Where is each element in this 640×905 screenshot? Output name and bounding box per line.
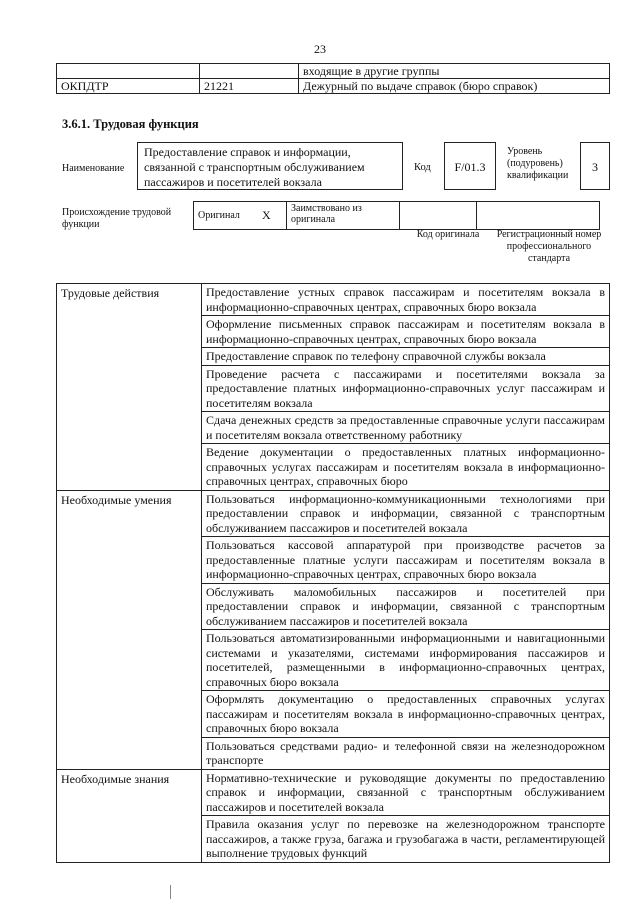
table-row	[57, 79, 610, 94]
table-row	[194, 202, 600, 230]
list-item: Пользоваться информационно-коммуникационными технологиями при предоставлении справок и информации, связанной с транспортным обслуживанием пассажиров и посетителей вокзала	[202, 490, 610, 537]
section-heading-skills: Необходимые умения	[57, 490, 202, 769]
origin-code-caption: Код оригинала	[416, 229, 480, 240]
list-item: Пользоваться кассовой аппаратурой при производстве расчетов за предоставленные платные услуги пассажирам и посетителям вокзала в информационно-справочных центрах, справочных бюро вокзала	[202, 537, 610, 584]
table-row	[57, 284, 610, 316]
list-item: Нормативно-технические и руководящие документы по предоставлению справок и информации, связанной с транспортным обслуживанием пассажиров и посетителей вокзала	[202, 769, 610, 816]
list-item: Пользоваться средствами радио- и телефонной связи на железнодорожном транспорте	[202, 737, 610, 769]
list-item: Обслуживать маломобильных пассажиров и посетителей при предоставлении справок и информации, связанной с транспортным обслуживанием пассажиров и посетителей вокзала	[202, 583, 610, 630]
list-item: Оформлять документацию о предоставленных справочных услугах пассажирам и посетителям вокзала в информационно-справочных центрах, справочных бюро вокзала	[202, 691, 610, 738]
level-label: Уровень (подуровень) квалификации	[507, 146, 569, 181]
origin-table	[193, 201, 600, 230]
origin-label: Происхождение трудовой функции	[62, 207, 172, 230]
list-item: Предоставление справок по телефону справочной службы вокзала	[202, 348, 610, 366]
section-heading-actions: Трудовые действия	[57, 284, 202, 491]
okpd-cell	[57, 64, 200, 79]
labor-function-table	[56, 283, 610, 863]
origin-reg-caption: Регистрационный номер профессионального стандарта	[496, 229, 602, 264]
code-label: Код	[414, 162, 431, 173]
section-title: 3.6.1. Трудовая функция	[62, 117, 199, 131]
function-name-value: Предоставление справок и информации, связанной с транспортным обслуживанием пассажиров и посетителей вокзала	[137, 142, 403, 190]
list-item: Пользоваться автоматизированными информационными и навигационными системами и указателями, системами информирования пассажиров и посетителей, размещенными в информационно-справочных центрах, справочных бюро вокзала	[202, 630, 610, 691]
function-code-value: F/01.3	[444, 142, 496, 190]
name-label: Наименование	[62, 163, 125, 174]
origin-reg-cell	[477, 202, 600, 230]
list-item: Ведение документации о предоставленных платных информационно-справочных услугах пассажирам и посетителям вокзала в информационно-справочных центрах, справочных бюро	[202, 444, 610, 491]
list-item: Правила оказания услуг по перевозке на железнодорожном транспорте пассажиров, а также груза, багажа и грузобагажа в части, регламентирующей выполнение трудовых функций	[202, 816, 610, 863]
origin-code-cell	[400, 202, 477, 230]
table-row	[57, 769, 610, 816]
okpd-code-label: ОКПДТР	[57, 79, 200, 94]
okpdtr-table	[56, 63, 610, 94]
list-item: Проведение расчета с пассажирами и посетителями вокзала за предоставление платных информационно-справочных услуг пассажирам и посетителям вокзала	[202, 365, 610, 412]
okpd-occupation: Дежурный по выдаче справок (бюро справок)	[299, 79, 610, 94]
level-value: 3	[580, 142, 610, 190]
okpd-cell	[200, 64, 299, 79]
list-item: Предоставление устных справок пассажирам и посетителям вокзала в информационно-справочных центрах, справочных бюро вокзала	[202, 284, 610, 316]
scan-mark	[170, 885, 171, 899]
okpd-code-value: 21221	[200, 79, 299, 94]
list-item: Оформление письменных справок пассажирам и посетителям вокзала в информационно-справочных центрах, справочных бюро вокзала	[202, 316, 610, 348]
page-number: 23	[314, 42, 326, 56]
section-heading-knowledge: Необходимые знания	[57, 769, 202, 862]
list-item: Сдача денежных средств за предоставленные справочные услуги пассажирам и посетителям вокзала ответственному работнику	[202, 412, 610, 444]
okpd-cell: входящие в другие группы	[299, 64, 610, 79]
table-row	[57, 64, 610, 79]
original-label: Оригинал	[194, 202, 259, 230]
table-row	[57, 490, 610, 537]
borrowed-label: Заимствовано из оригинала	[287, 202, 400, 230]
original-mark: X	[258, 202, 287, 230]
